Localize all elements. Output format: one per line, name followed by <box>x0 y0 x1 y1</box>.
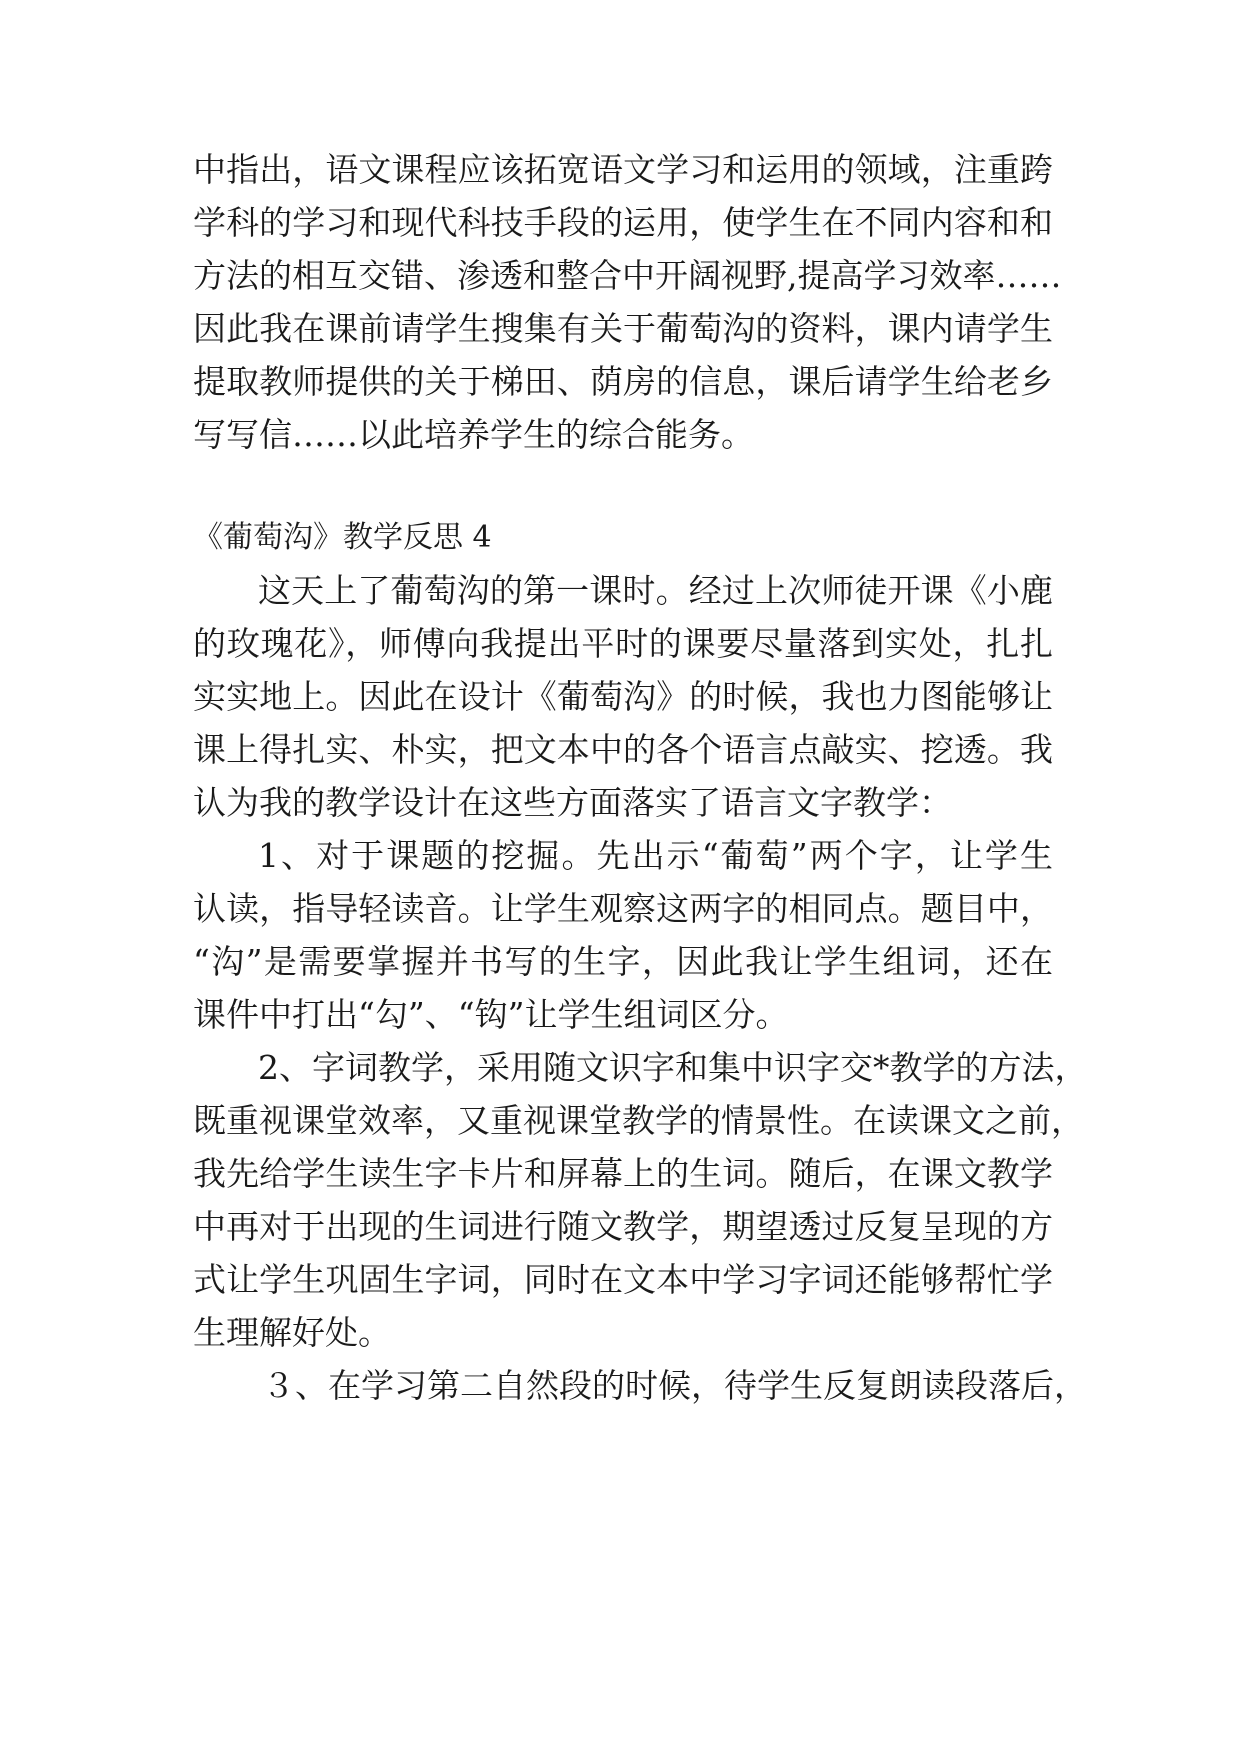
text-line: 课上得扎实、朴实，把文本中的各个语言点敲实、挖透。我 <box>193 730 1053 769</box>
text-line: 的玫瑰花》，师傅向我提出平时的课要尽量落到实处，扎扎 <box>193 624 1053 663</box>
text-line: 中指出，语文课程应该拓宽语文学习和运用的领域，注重跨 <box>193 150 1053 189</box>
text-line: 提取教师提供的关于梯田、荫房的信息，课后请学生给老乡 <box>193 362 1053 401</box>
text-line: 这天上了葡萄沟的第一课时。经过上次师徒开课《小鹿 <box>258 571 1053 610</box>
text-line: 实实地上。因此在设计《葡萄沟》的时候，我也力图能够让 <box>193 677 1053 716</box>
text-line: 既重视课堂效率，又重视课堂教学的情景性。在读课文之前， <box>193 1101 1084 1140</box>
section-heading: 《葡萄沟》教学反思 4 <box>193 520 492 555</box>
text-line: 写写信……以此培养学生的综合能务。 <box>193 415 754 454</box>
text-line: ３、在学习第二自然段的时候，待学生反复朗读段落后， <box>262 1366 1087 1405</box>
text-line: “沟”是需要掌握并书写的生字，因此我让学生组词，还在 <box>193 942 1053 981</box>
text-line: 我先给学生读生字卡片和屏幕上的生词。随后，在课文教学 <box>193 1154 1053 1193</box>
text-line: 课件中打出“勾”、“钩”让学生组词区分。 <box>193 995 789 1034</box>
text-line: 生理解好处。 <box>193 1313 391 1352</box>
text-line: 2、字词教学，采用随文识字和集中识字交*教学的方法， <box>258 1048 1088 1087</box>
text-line: 方法的相互交错、渗透和整合中开阔视野,提高学习效率…… <box>193 256 1062 295</box>
text-line: 认读，指导轻读音。让学生观察这两字的相同点。题目中， <box>193 889 1053 928</box>
text-line: 因此我在课前请学生搜集有关于葡萄沟的资料，课内请学生 <box>193 309 1053 348</box>
text-line: 1、对于课题的挖掘。先出示“葡萄”两个字，让学生 <box>258 836 1053 875</box>
text-line: 学科的学习和现代科技手段的运用，使学生在不同内容和和 <box>193 203 1053 242</box>
text-line: 认为我的教学设计在这些方面落实了语言文字教学： <box>193 783 952 822</box>
text-line: 中再对于出现的生词进行随文教学，期望透过反复呈现的方 <box>193 1207 1053 1246</box>
text-line: 式让学生巩固生字词，同时在文本中学习字词还能够帮忙学 <box>193 1260 1053 1299</box>
